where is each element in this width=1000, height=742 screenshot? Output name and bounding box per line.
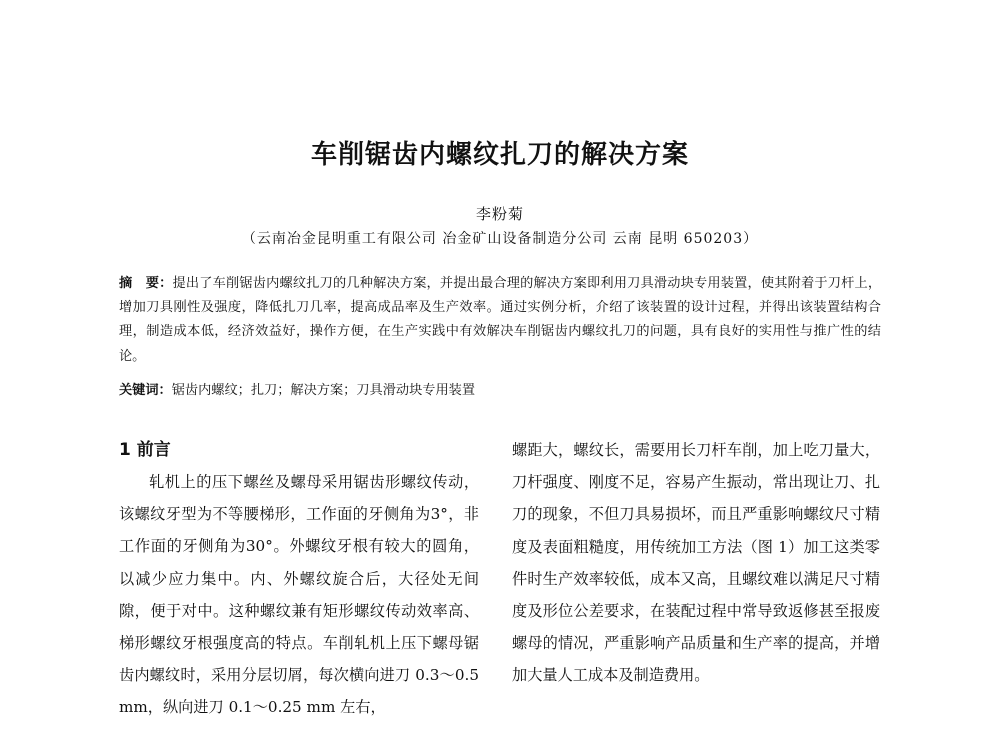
author-name: 李粉菊 xyxy=(475,205,524,223)
body-paragraph: 轧机上的压下螺丝及螺母采用锯齿形螺纹传动，该螺纹牙型为不等腰梯形，工作面的牙侧角为3°，非工作面的牙侧角为30°。外螺纹牙根有较大的圆角，以减少应力集中。内、外螺纹旋合后，大径处无间隙，便于对中。这种螺纹兼有矩形螺纹传动效率高、梯形螺纹牙根强度高的特点。车削轧机上压下螺母锯齿内螺纹时，采用分层切屑，每次横向进刀 0.3～0.5 mm，纵向进刀 0.1～0.25 mm 左右， xyxy=(119,473,479,717)
body-paragraph-continued: 螺距大，螺纹长，需要用长刀杆车削，加上吃刀量大，刀杆强度、刚度不足，容易产生振动，常出现让刀、扎刀的现象，不但刀具易损坏，而且严重影响螺纹尺寸精度及表面粗糙度，用传统加工方法（图 1）加工这类零件时生产效率较低，成本又高，且螺纹难以满足尺寸精度及形位公差要求，在装配过程中常导致返修甚至报废螺母的情况，严重影响产品质量和生产率的提高，并增加大量人工成本及制造费用。 xyxy=(512,441,880,685)
keywords-label: 关键词： xyxy=(119,383,172,398)
paper-title: 车削锯齿内螺纹扎刀的解决方案 xyxy=(310,140,689,170)
keywords xyxy=(119,379,881,403)
body-column-right xyxy=(512,434,880,692)
body-column-left xyxy=(119,434,479,724)
author-affiliation: （云南冶金昆明重工有限公司 冶金矿山设备制造分公司 云南 昆明 650203） xyxy=(241,231,759,247)
abstract-text: 提出了车削锯齿内螺纹扎刀的几种解决方案，并提出最合理的解决方案即利用刀具滑动块专用装置，使其附着于刀杆上，增加刀具刚性及强度，降低扎刀几率，提高成品率及生产效率。通过实例分析，介绍了该装置的设计过程，并得出该装置结构合理，制造成本低，经济效益好，操作方便，在生产实践中有效解决车削锯齿内螺纹扎刀的问题，具有良好的实用性与推广性的结论。 xyxy=(119,276,882,364)
keywords-text: 锯齿内螺纹；扎刀；解决方案；刀具滑动块专用装置 xyxy=(171,383,476,398)
abstract-label: 摘 要： xyxy=(119,276,173,291)
section-heading: 1 前言 xyxy=(119,440,171,460)
abstract xyxy=(119,272,881,369)
